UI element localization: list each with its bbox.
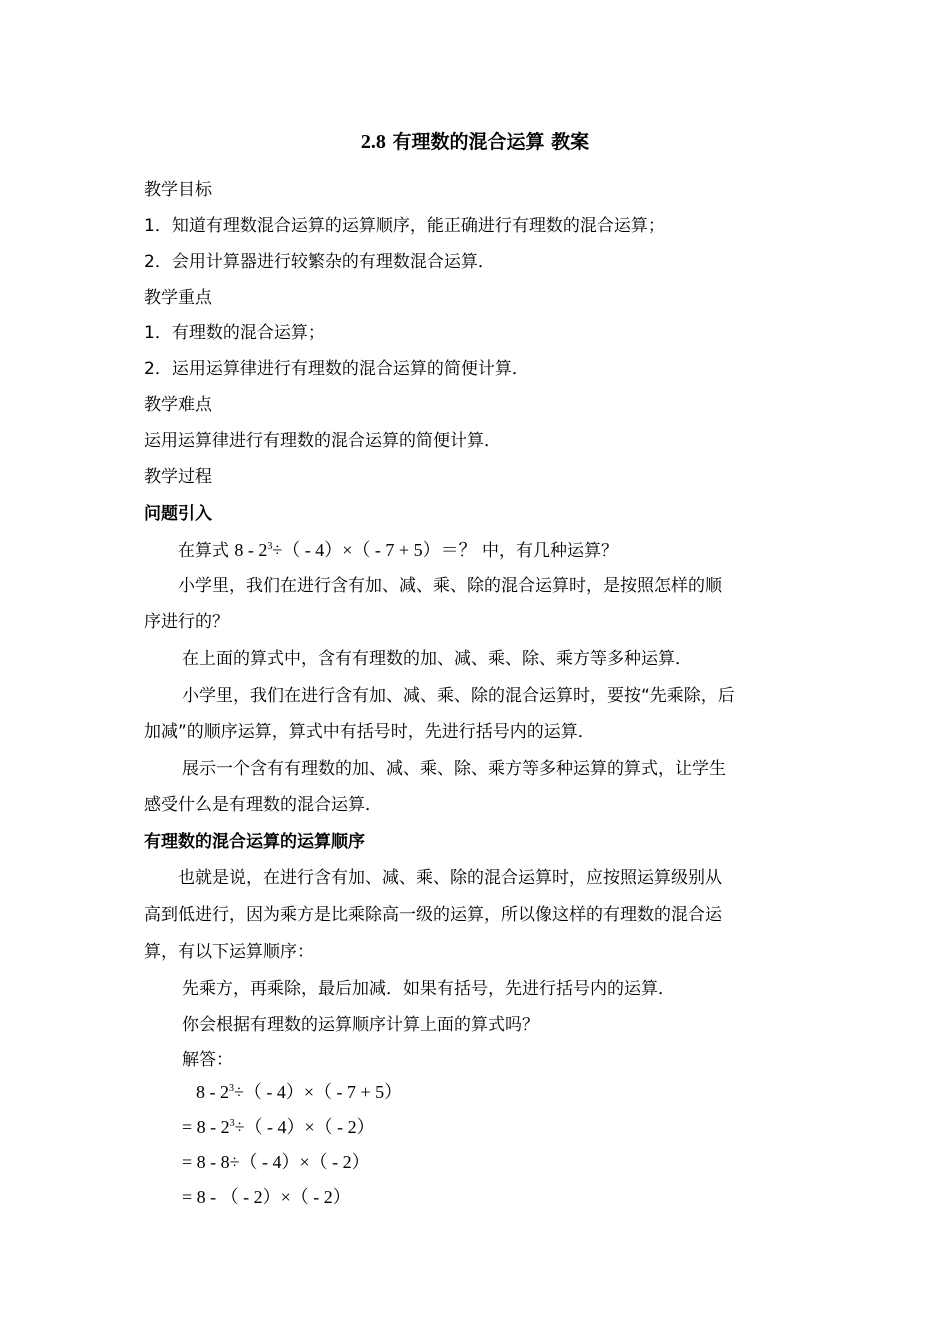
paragraph-line: 加减”的顺序运算，算式中有括号时，先进行括号内的运算．: [144, 722, 595, 742]
paragraph-line: 算，有以下运算顺序：: [144, 942, 314, 962]
exponent: 3: [229, 1118, 235, 1129]
solution-step: [196, 1080, 402, 1104]
solution-step: [182, 1115, 375, 1139]
keypoint-item: 1．有理数的混合运算；: [144, 323, 325, 343]
paragraph-line: 感受什么是有理数的混合运算．: [144, 795, 382, 815]
intro-question: [178, 538, 618, 563]
intro-heading: 问题引入: [144, 504, 212, 524]
question-expression: [234, 540, 476, 560]
answer-label: 解答：: [182, 1050, 233, 1070]
expr-part: 8 - 2: [234, 540, 268, 560]
paragraph-line: 小学里，我们在进行含有加、减、乘、除的混合运算时，要按“先乘除，后: [182, 686, 735, 706]
order-rule: 先乘方，再乘除，最后加减．如果有括号，先进行括号内的运算．: [182, 979, 675, 999]
title-number: 2.8: [360, 131, 386, 153]
question-prefix: 在算式: [178, 541, 229, 561]
expr-part: = 8 - 2: [182, 1117, 230, 1137]
question-suffix: 中，有几种运算？: [481, 541, 618, 561]
solution-step: = 8 - （ - 2）×（ - 2）: [182, 1187, 351, 1207]
expr-part: ÷（ - 4）×（ - 7 + 5）＝？: [272, 540, 477, 560]
paragraph-line: 高到低进行，因为乘方是比乘除高一级的运算，所以像这样的有理数的混合运: [144, 905, 722, 925]
expr-part: ÷（ - 4）×（ - 7 + 5）: [234, 1082, 403, 1102]
exponent: 3: [229, 1083, 234, 1094]
objective-item: 1．知道有理数混合运算的运算顺序，能正确进行有理数的混合运算；: [144, 216, 665, 236]
objectives-heading: 教学目标: [144, 180, 212, 200]
title-text: 有理数的混合运算 教案: [392, 131, 590, 153]
page-title: [0, 128, 950, 156]
expr-part: 8 - 2: [196, 1082, 229, 1102]
difficulty-text: 运用运算律进行有理数的混合运算的简便计算．: [144, 431, 501, 451]
expr-part: ÷（ - 4）×（ - 2）: [234, 1117, 375, 1137]
objective-item: 2．会用计算器进行较繁杂的有理数混合运算．: [144, 252, 495, 272]
paragraph-line: 序进行的？: [144, 612, 229, 632]
order-heading: 有理数的混合运算的运算顺序: [144, 832, 365, 852]
process-heading: 教学过程: [144, 467, 212, 487]
keypoints-heading: 教学重点: [144, 288, 212, 308]
order-question: 你会根据有理数的运算顺序计算上面的算式吗？: [182, 1015, 539, 1035]
solution-step: = 8 - 8÷（ - 4）×（ - 2）: [182, 1152, 370, 1172]
paragraph-line: 小学里，我们在进行含有加、减、乘、除的混合运算时，是按照怎样的顺: [178, 576, 722, 596]
keypoint-item: 2．运用运算律进行有理数的混合运算的简便计算．: [144, 359, 529, 379]
paragraph-line: 在上面的算式中，含有有理数的加、减、乘、除、乘方等多种运算．: [182, 649, 692, 669]
difficulty-heading: 教学难点: [144, 395, 212, 415]
exponent: 3: [267, 541, 273, 552]
paragraph-line: 展示一个含有有理数的加、减、乘、除、乘方等多种运算的算式，让学生: [182, 759, 726, 779]
paragraph-line: 也就是说，在进行含有加、减、乘、除的混合运算时，应按照运算级别从: [178, 868, 722, 888]
